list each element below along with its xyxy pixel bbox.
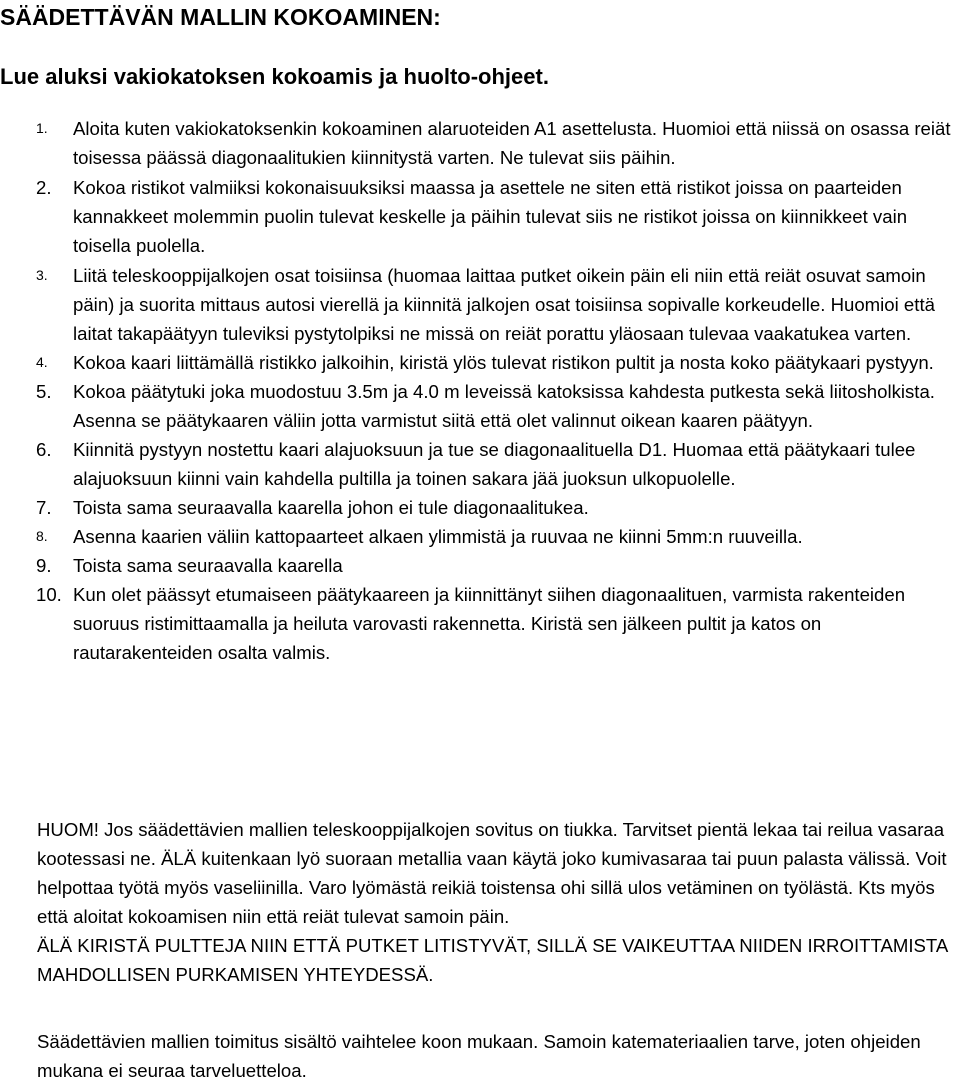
- footer-section: [37, 1027, 957, 1085]
- note-section: [37, 815, 957, 989]
- list-text: Kun olet päässyt etumaiseen päätykaareen ja kiinnittänyt siihen diagonaalituen, varmista rakenteiden suoruus ristimittaamalla ja heiluta varovasti rakennetta. Kiristä sen jälkeen pultit ja katos on rautarakenteiden osalta valmis.: [73, 584, 906, 663]
- document-subtitle: Lue aluksi vakiokatoksen kokoamis ja huolto-ohjeet.: [0, 64, 549, 89]
- list-number: 7.: [36, 497, 52, 518]
- list-item: [0, 551, 958, 580]
- footer-text: Säädettävien mallien toimitus sisältö vaihtelee koon mukaan. Samoin katemateriaalien tarve, joten ohjeiden mukana ei seuraa tarveluetteloa.: [37, 1031, 921, 1081]
- list-number: 5.: [36, 381, 52, 402]
- list-text: Kokoa päätytuki joka muodostuu 3.5m ja 4.0 m leveissä katoksissa kahdesta putkesta sekä liitosholkista. Asenna se päätykaaren väliin jotta varmistut siitä että olet valinnut oikean kaaren päätyyn.: [73, 381, 935, 431]
- list-item: [0, 580, 958, 667]
- instruction-list: [0, 114, 958, 667]
- list-item: [0, 435, 958, 493]
- list-text: Toista sama seuraavalla kaarella johon ei tule diagonaalitukea.: [73, 497, 589, 518]
- list-item: [0, 114, 958, 172]
- list-item: [0, 493, 958, 522]
- list-item: [0, 377, 958, 435]
- list-item: [0, 522, 958, 551]
- list-item: [0, 261, 958, 348]
- list-item: [0, 348, 958, 377]
- document-title: SÄÄDETTÄVÄN MALLIN KOKOAMINEN:: [0, 4, 441, 30]
- list-number: 9.: [36, 555, 52, 576]
- list-text: Toista sama seuraavalla kaarella: [73, 555, 343, 576]
- list-number: 10.: [36, 584, 62, 605]
- list-text: Kokoa ristikot valmiiksi kokonaisuuksiksi maassa ja asettele ne siten että ristikot joissa on paarteiden kannakkeet molemmin puolin tulevat keskelle ja päihin tulevat siis ne ristikot joissa on kiinnikkeet vain toisella puolella.: [73, 177, 908, 256]
- list-text: Asenna kaarien väliin kattopaarteet alkaen ylimmistä ja ruuvaa ne kiinni 5mm:n ruuveilla.: [73, 526, 803, 547]
- list-number: 2.: [36, 177, 52, 198]
- list-text: Aloita kuten vakiokatoksenkin kokoaminen alaruoteiden A1 asettelusta. Huomioi että niissä on osassa reiät toisessa päässä diagonaalitukien kiinnitystä varten. Ne tulevat siis päihin.: [73, 118, 951, 168]
- warning-text: ÄLÄ KIRISTÄ PULTTEJA NIIN ETTÄ PUTKET LITISTYVÄT, SILLÄ SE VAIKEUTTAA NIIDEN IRROITTAMISTA MAHDOLLISEN PURKAMISEN YHTEYDESSÄ.: [37, 935, 948, 985]
- list-text: Kiinnitä pystyyn nostettu kaari alajuoksuun ja tue se diagonaalituella D1. Huomaa että päätykaari tulee alajuoksuun kiinni vain kahdella pultilla ja toinen sakara jää juoksun ulkopuolelle.: [73, 439, 916, 489]
- list-number: 4.: [36, 354, 48, 370]
- list-number: 8.: [36, 528, 48, 544]
- list-item: [0, 173, 958, 260]
- list-number: 1.: [36, 120, 48, 136]
- list-number: 3.: [36, 267, 48, 283]
- list-text: Liitä teleskooppijalkojen osat toisiinsa (huomaa laittaa putket oikein päin eli niin että reiät osuvat samoin päin) ja suorita mittaus autosi vierellä ja kiinnitä jalkojen osat toisiinsa sopivalle korkeudelle. Huomioi että laitat takapäätyyn tuleviksi pystytolpiksi ne missä on reiät porattu yläosaan tulevaa vaakatukea varten.: [73, 265, 935, 344]
- list-text: Kokoa kaari liittämällä ristikko jalkoihin, kiristä ylös tulevat ristikon pultit ja nosta koko päätykaari pystyyn.: [73, 352, 934, 373]
- note-text: HUOM! Jos säädettävien mallien teleskooppijalkojen sovitus on tiukka. Tarvitset pientä lekaa tai reilua vasaraa kootessasi ne. ÄLÄ kuitenkaan lyö suoraan metallia vaan käytä joko kumivasaraa tai puun palasta välissä. Voit helpottaa työtä myös vaseliinilla. Varo lyömästä reikiä toistensa ohi sillä ulos vetäminen on työlästä. Kts myös että aloitat kokoamisen niin että reiät tulevat samoin päin.: [37, 819, 947, 927]
- list-number: 6.: [36, 439, 52, 460]
